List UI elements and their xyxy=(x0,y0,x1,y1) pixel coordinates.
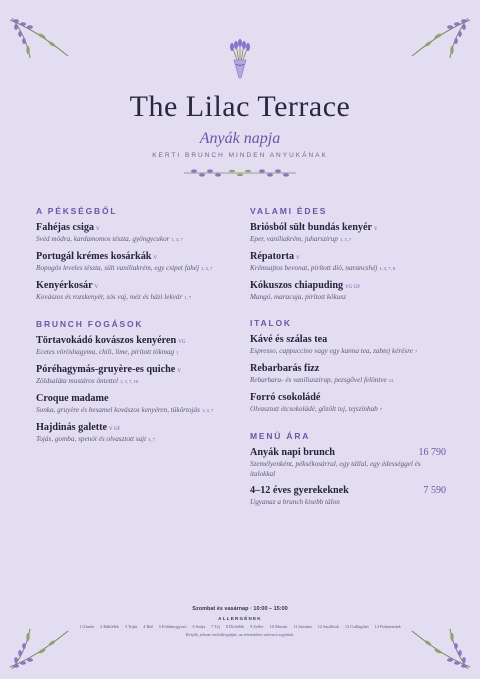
item-description xyxy=(250,375,446,386)
item-name xyxy=(36,222,100,233)
allergen-heading: ALLERGÉNEK xyxy=(218,616,262,621)
menu-item xyxy=(36,222,236,245)
item-name-text: Croque madame xyxy=(36,393,109,404)
item-description xyxy=(250,346,446,357)
item-description-text: Svéd módra, kardamomos tészta, gyöngycukor xyxy=(36,235,170,243)
item-name-text: Kókuszos chiapuding xyxy=(250,280,344,291)
item-name-row xyxy=(250,222,446,233)
lavender-sprig-decoration xyxy=(6,14,72,60)
item-description xyxy=(36,405,236,416)
item-description-text: Ecetes vöröshagyma, chili, lime, pirított tökmag xyxy=(36,348,175,356)
menu-item xyxy=(36,251,236,274)
item-name-text: Hajdinás galette xyxy=(36,422,108,433)
item-name-text: Anyák napi brunch xyxy=(250,447,335,458)
item-description xyxy=(36,292,236,303)
item-name xyxy=(36,422,120,433)
section-title: VALAMI ÉDES xyxy=(250,206,328,216)
item-name-text: Répatorta xyxy=(250,251,295,262)
diet-tag: V xyxy=(374,227,378,232)
item-name xyxy=(36,280,98,291)
item-name xyxy=(250,485,349,496)
menu-section xyxy=(250,318,446,415)
item-name-row xyxy=(250,334,446,345)
item-description-text: Krémsajtos bevonat, pirított dió, narancshéj xyxy=(250,264,378,272)
allergen-codes: 1, 3, 7 xyxy=(201,408,214,413)
item-name-row xyxy=(36,335,236,346)
item-name-text: Kenyérkosár xyxy=(36,280,93,291)
item-name-text: Póréhagymás-gruyère-es quiche xyxy=(36,364,176,375)
menu-section xyxy=(250,206,446,302)
item-name-text: Fahéjas csiga xyxy=(36,222,95,233)
allergen-codes: 7 xyxy=(379,407,383,412)
lavender-sprig-decoration xyxy=(408,14,474,60)
menu-item xyxy=(36,280,236,303)
diet-tag: V xyxy=(296,256,300,261)
menu-column-left xyxy=(36,206,236,461)
menu-item xyxy=(36,364,236,387)
item-name-row xyxy=(250,363,446,374)
item-name xyxy=(36,393,109,404)
item-name-row xyxy=(250,392,446,403)
diet-tag: V xyxy=(153,256,158,261)
allergen-entry: 1 Glutén xyxy=(79,624,95,629)
item-name xyxy=(250,334,327,345)
allergen-list xyxy=(0,624,480,629)
allergen-codes: 1, 3, 7, 10 xyxy=(120,379,138,384)
menu-item xyxy=(250,251,446,274)
menu-item xyxy=(250,485,446,507)
item-description xyxy=(250,263,446,274)
section-title: BRUNCH FOGÁSOK xyxy=(36,319,144,329)
item-description xyxy=(250,234,446,245)
item-name-text: Forró csokoládé xyxy=(250,392,321,403)
menu-item xyxy=(250,334,446,357)
item-description-text: Olvasztott étcsokoládé, gőzölt tej, tejszínhab xyxy=(250,405,378,413)
item-description-text: Ropogós leveles tészta, sült vaníliakrém, egy csipet fahéj xyxy=(36,264,200,272)
diet-tag: V xyxy=(96,227,100,232)
item-name-row xyxy=(36,251,236,262)
allergen-entry: 2 Rákfélék xyxy=(100,624,119,629)
item-name xyxy=(250,363,319,374)
item-name-row xyxy=(250,447,446,458)
item-name xyxy=(36,335,185,346)
item-name xyxy=(36,251,157,262)
item-description-text: Személyenként, péksékosárral, egy tállal, egy édességgel és italokkal xyxy=(250,460,421,478)
allergy-note: Kérjük, jelezze ételallergiáját, az étteremben szívesen segítünk. xyxy=(185,632,295,637)
menu-item xyxy=(36,393,236,416)
allergen-entry: 11 Szezám xyxy=(293,624,312,629)
opening-hours: Szombat és vasárnap · 10:00 – 15:00 xyxy=(192,606,288,612)
item-description xyxy=(36,376,236,387)
item-name-text: Rebarbarás fizz xyxy=(250,363,320,374)
menu-item xyxy=(250,280,446,302)
menu-section xyxy=(250,431,446,507)
item-description xyxy=(36,234,236,245)
item-name-text: Törtavokádó kovászos kenyéren xyxy=(36,335,177,346)
sprig-divider-ornament xyxy=(180,166,300,180)
menu-subtitle: Anyák napja xyxy=(199,130,281,147)
item-description xyxy=(36,347,236,358)
item-description-text: Zöldsaláta mustáros öntettel xyxy=(36,377,118,385)
allergen-codes: 12 xyxy=(388,378,394,383)
allergen-codes: 1, 7 xyxy=(184,295,192,300)
item-name xyxy=(250,447,335,458)
item-name-row xyxy=(36,364,236,375)
allergen-codes: 1 xyxy=(176,350,179,355)
menu-item xyxy=(250,222,446,245)
item-name xyxy=(36,364,181,375)
item-name xyxy=(250,280,360,291)
allergen-entry: 13 Csillagfürt xyxy=(344,624,369,629)
item-description-text: Kovászos és rozskenyér, sós vaj, méz és házi lekvár xyxy=(36,293,183,301)
allergen-entry: 6 Szója xyxy=(192,624,206,629)
item-name-row xyxy=(250,280,446,291)
allergen-entry: 10 Mustár xyxy=(269,624,288,629)
item-description xyxy=(250,404,446,415)
menu-footer xyxy=(0,606,480,637)
allergen-entry: 14 Puhatestűek xyxy=(374,624,401,629)
section-title: A PÉKSÉGBŐL xyxy=(36,206,118,216)
item-description xyxy=(250,459,446,479)
item-description-text: Tojás, gomba, spenót és olvasztott sajt xyxy=(36,435,147,443)
item-name-text: Portugál krémes kosárkák xyxy=(36,251,152,262)
item-description-text: Espresso, cappuccino vagy egy kanna tea, zabtej kérésre xyxy=(250,347,413,355)
allergen-entry: 5 Földimogyoró xyxy=(158,624,187,629)
diet-tag: V xyxy=(177,369,181,374)
allergen-entry: 8 Diófélék xyxy=(225,624,245,629)
diet-tag: V GF xyxy=(109,427,121,432)
item-description xyxy=(36,263,236,274)
item-description-text: Sonka, gruyère és besamel kovászos kenyéren, tükörtojás xyxy=(36,406,200,414)
item-description-text: Rebarbara- és vaníliaszirup, pezsgővel felöntve xyxy=(250,376,387,384)
allergen-codes: 3, 7 xyxy=(148,437,155,442)
item-name-text: Briósból sült bundás kenyér xyxy=(250,222,373,233)
item-name xyxy=(250,392,320,403)
item-description xyxy=(36,434,236,445)
lavender-bouquet-icon xyxy=(226,38,254,80)
item-description xyxy=(250,292,446,302)
diet-tag: VG xyxy=(178,340,186,345)
menu-item xyxy=(36,335,236,358)
menu-item xyxy=(250,392,446,415)
allergen-codes: 1, 3, 7, 8 xyxy=(379,266,396,271)
menu-item xyxy=(250,363,446,386)
menu-item xyxy=(36,422,236,445)
item-name-row xyxy=(250,251,446,262)
item-description-text: Eper, vaníliakrém, juharszirup xyxy=(250,235,338,243)
allergen-entry: 9 Zeller xyxy=(250,624,264,629)
diet-tag: V xyxy=(94,285,99,290)
menu-section xyxy=(36,319,236,445)
allergen-entry: 3 Tojás xyxy=(124,624,138,629)
section-title: MENÜ ÁRA xyxy=(250,431,311,441)
item-description xyxy=(250,497,446,507)
item-name-text: Kávé és szálas tea xyxy=(250,334,328,345)
item-description-text: Mangó, maracuja, pirított kókusz xyxy=(250,293,347,301)
menu-section xyxy=(36,206,236,303)
allergen-entry: 7 Tej xyxy=(211,624,220,629)
allergen-codes: 1, 3, 7 xyxy=(171,237,183,242)
item-price: 16 790 xyxy=(418,447,446,458)
allergen-codes: 1, 3, 7 xyxy=(339,237,352,242)
menu-column-right xyxy=(250,206,446,523)
item-name xyxy=(250,222,378,233)
section-title: ITALOK xyxy=(250,318,292,328)
menu-item xyxy=(250,447,446,479)
item-name-row xyxy=(250,485,446,496)
allergen-entry: 4 Hal xyxy=(143,624,153,629)
item-price: 7 590 xyxy=(423,485,446,496)
item-description-text: Ugyanaz a brunch kisebb tálon xyxy=(250,498,340,506)
item-name-row xyxy=(36,393,236,404)
item-name-text: 4–12 éves gyerekeknek xyxy=(250,485,349,496)
allergen-entry: 12 Szulfitok xyxy=(317,624,339,629)
allergen-codes: 7 xyxy=(414,349,418,354)
item-name-row xyxy=(36,422,236,433)
item-name xyxy=(250,251,300,262)
diet-tag: VG GF xyxy=(345,285,361,290)
restaurant-title: The Lilac Terrace xyxy=(129,90,351,123)
item-name-row xyxy=(36,280,236,291)
menu-tagline: KERTI BRUNCH MINDEN ANYUKÁNAK xyxy=(152,152,328,159)
item-name-row xyxy=(36,222,236,233)
allergen-codes: 1, 3, 7 xyxy=(201,266,213,271)
